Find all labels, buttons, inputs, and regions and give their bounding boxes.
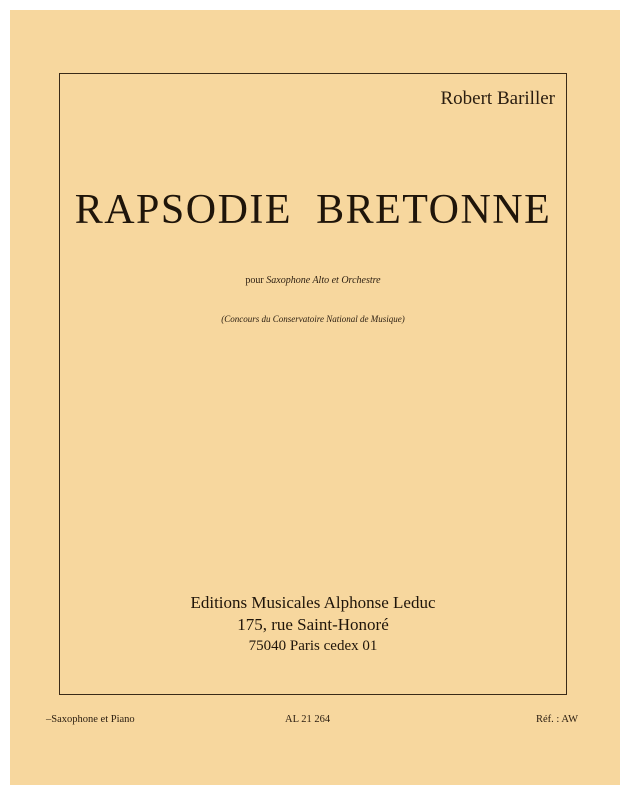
reference-code: Réf. : AW [536,714,579,725]
publisher-block [60,592,566,656]
publisher-street: 175, rue Saint-Honoré [237,615,389,634]
publisher-city: 75040 Paris cedex 01 [248,638,378,654]
composer-name: Robert Bariller [440,88,555,109]
work-title: RAPSODIE BRETONNE [74,187,552,233]
subtitle-instruments: Saxophone Alto et Orchestre [266,275,381,286]
edition-label: –Saxophone et Piano [46,714,135,725]
publisher-name: Editions Musicales Alphonse Leduc [190,593,436,612]
catalog-number: AL 21 264 [285,714,331,725]
instrumentation-subtitle [60,275,566,286]
subtitle-prefix: pour [245,275,264,286]
competition-note: (Concours du Conservatoire National de Musique) [221,314,405,324]
